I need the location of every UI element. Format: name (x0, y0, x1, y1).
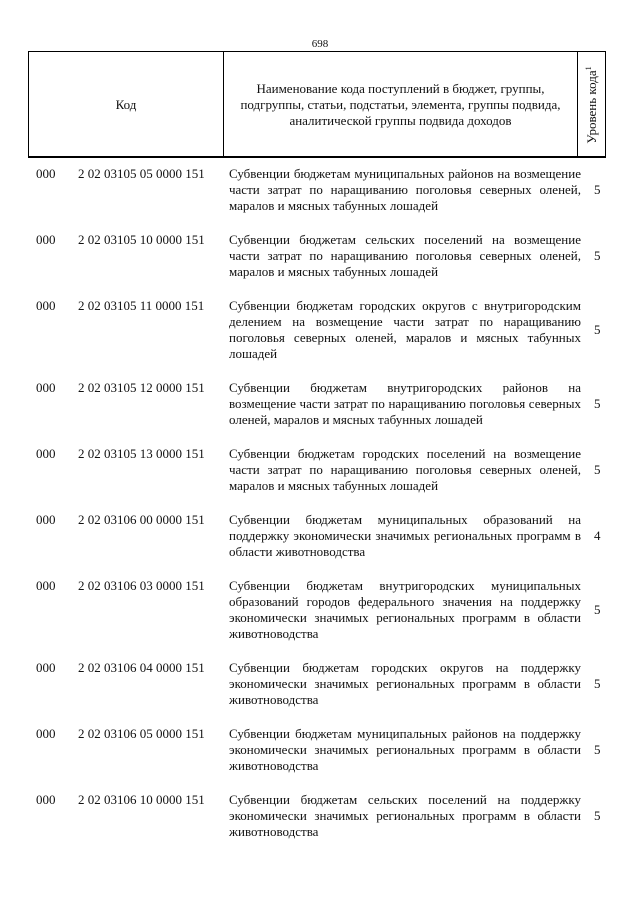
revenue-description: Субвенции бюджетам городских округов с внутригородским делением на возмещение части затрат по наращиванию поголовья северных оленей, маралов и мясных табунных лошадей (229, 298, 581, 361)
table-row (0, 578, 640, 642)
admin-code: 000 (36, 660, 56, 675)
code-level: 5 (594, 248, 601, 263)
table-header (28, 51, 606, 157)
table-row (0, 380, 640, 428)
admin-code: 000 (36, 232, 56, 247)
revenue-code: 2 02 03105 05 0000 151 (78, 166, 205, 181)
table-row (0, 446, 640, 494)
revenue-description: Субвенции бюджетам внутригородских муниципальных образований городов федерального значения на поддержку экономически значимых региональных программ в области животноводства (229, 578, 581, 641)
revenue-description: Субвенции бюджетам сельских поселений на поддержку экономически значимых региональных программ в области животноводства (229, 792, 581, 839)
revenue-description: Субвенции бюджетам городских поселений на возмещение части затрат по наращиванию поголовья северных оленей, маралов и мясных табунных лошадей (229, 446, 581, 493)
revenue-code: 2 02 03105 12 0000 151 (78, 380, 205, 395)
admin-code: 000 (36, 166, 56, 181)
header-bottom-rule (28, 156, 606, 158)
code-level: 5 (594, 602, 601, 617)
revenue-description: Субвенции бюджетам муниципальных образований на поддержку экономически значимых региональных программ в области животноводства (229, 512, 581, 559)
code-level: 5 (594, 182, 601, 197)
admin-code: 000 (36, 298, 56, 313)
admin-code: 000 (36, 512, 56, 527)
revenue-code: 2 02 03105 10 0000 151 (78, 232, 205, 247)
code-level: 5 (594, 462, 601, 477)
revenue-code: 2 02 03105 11 0000 151 (78, 298, 205, 313)
header-level-footnote-mark: 1 (583, 65, 593, 70)
table-body (0, 166, 640, 858)
header-level-label: Уровень кода (583, 69, 599, 144)
header-code-label: Код (115, 96, 137, 112)
table-row (0, 792, 640, 840)
revenue-code: 2 02 03106 05 0000 151 (78, 726, 205, 741)
code-level: 5 (594, 676, 601, 691)
admin-code: 000 (36, 446, 56, 461)
header-name-label: Наименование кода поступлений в бюджет, группы, подгруппы, статьи, подстатьи, элемента, группы подвида, аналитической группы подвида доходов (240, 80, 561, 128)
table-row (0, 512, 640, 560)
revenue-code: 2 02 03105 13 0000 151 (78, 446, 205, 461)
code-level: 4 (594, 528, 601, 543)
admin-code: 000 (36, 578, 56, 593)
code-level: 5 (594, 808, 601, 823)
header-code-cell (29, 52, 224, 157)
revenue-code: 2 02 03106 00 0000 151 (78, 512, 205, 527)
code-level: 5 (594, 742, 601, 757)
admin-code: 000 (36, 380, 56, 395)
table-row (0, 232, 640, 280)
header-level-cell (578, 52, 605, 157)
revenue-description: Субвенции бюджетам внутригородских районов на возмещение части затрат по наращиванию поголовья северных оленей, маралов и мясных табунных лошадей (229, 380, 581, 427)
admin-code: 000 (36, 792, 56, 807)
revenue-description: Субвенции бюджетам городских округов на поддержку экономически значимых региональных программ в области животноводства (229, 660, 581, 707)
code-level: 5 (594, 396, 601, 411)
table-row (0, 660, 640, 708)
page-number: 698 (311, 38, 329, 50)
admin-code: 000 (36, 726, 56, 741)
revenue-description: Субвенции бюджетам муниципальных районов на возмещение части затрат по наращиванию поголовья северных оленей, маралов и мясных табунных лошадей (229, 166, 581, 213)
header-level-text (583, 66, 599, 143)
code-level: 5 (594, 322, 601, 337)
revenue-code: 2 02 03106 10 0000 151 (78, 792, 205, 807)
revenue-code: 2 02 03106 04 0000 151 (78, 660, 205, 675)
revenue-description: Субвенции бюджетам муниципальных районов на поддержку экономически значимых региональных программ в области животноводства (229, 726, 581, 773)
revenue-code: 2 02 03106 03 0000 151 (78, 578, 205, 593)
table-row (0, 166, 640, 214)
revenue-description: Субвенции бюджетам сельских поселений на возмещение части затрат по наращиванию поголовья северных оленей, маралов и мясных табунных лошадей (229, 232, 581, 279)
table-row (0, 726, 640, 774)
table-row (0, 298, 640, 362)
header-name-cell (224, 52, 578, 157)
